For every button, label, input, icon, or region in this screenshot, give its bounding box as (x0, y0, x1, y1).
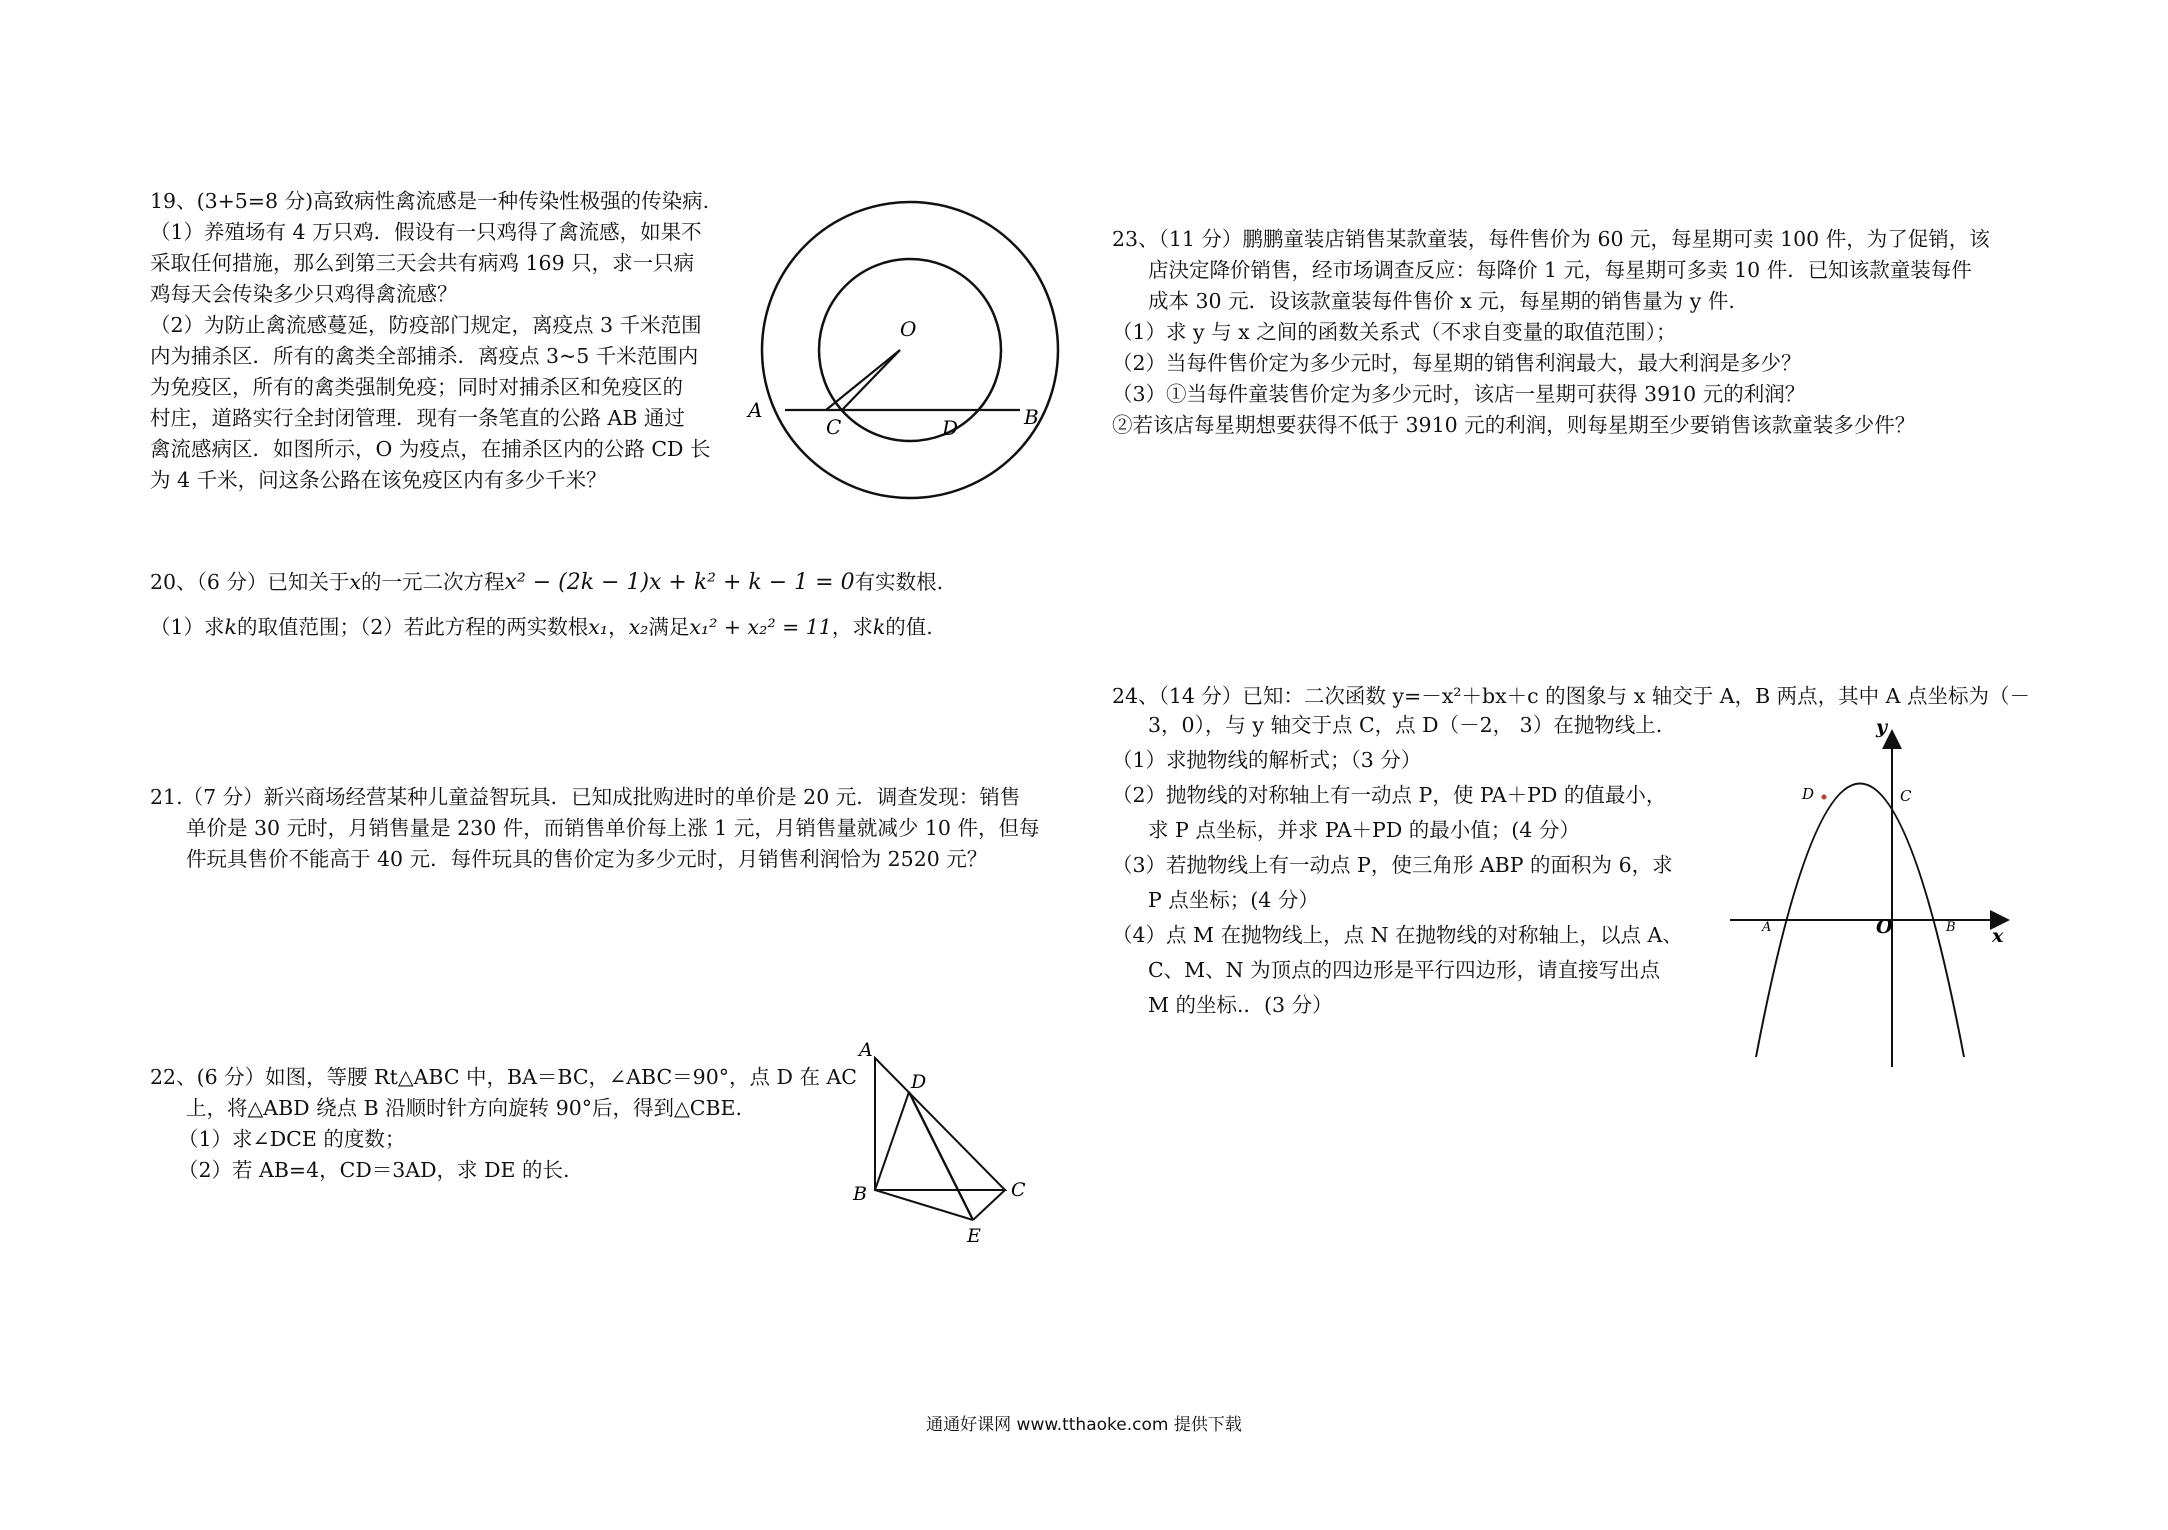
inner-circle (819, 259, 1001, 441)
q24-line: （1）求抛物线的解析式；（3 分） (1112, 748, 1422, 772)
segment-oc-2 (826, 350, 900, 410)
segment-de (909, 1092, 973, 1220)
segment-be (875, 1190, 973, 1220)
label-c: C (826, 415, 842, 439)
q24-line: （3）若抛物线上有一动点 P，使三角形 ABP 的面积为 6，求 (1112, 853, 1673, 877)
q20-sep: ， (608, 615, 629, 639)
q19-circle-figure (740, 200, 1060, 500)
q22-line: 上，将△ABD 绕点 B 沿顺时针方向旋转 90°后，得到△CBE. (186, 1096, 743, 1120)
q22-line: （2）若 AB=4，CD＝3AD，求 DE 的长. (178, 1158, 570, 1182)
q20-text: 的值. (885, 615, 933, 639)
label-c: C (1011, 1179, 1026, 1201)
q21-line: 件玩具售价不能高于 40 元．每件玩具的售价定为多少元时，月销售利润恰为 2520 元？ (186, 847, 988, 871)
segment-ce (973, 1190, 1005, 1220)
point-d (1822, 795, 1827, 800)
page-footer: 通通好课网 www.tthaoke.com 提供下载 (926, 1415, 1242, 1435)
q24-line: P 点坐标；(4 分） (1148, 888, 1319, 912)
q24-line: （2）抛物线的对称轴上有一动点 P，使 PA＋PD 的值最小， (1112, 783, 1667, 807)
q24-line: 求 P 点坐标，并求 PA＋PD 的最小值；(4 分） (1148, 818, 1580, 842)
equation: x² − (2k − 1)x + k² + k − 1 = 0 (504, 570, 855, 595)
q24-line: 3，0），与 y 轴交于点 C，点 D（－2， 3）在抛物线上. (1148, 713, 1663, 737)
var-x1: x₁ (588, 615, 609, 639)
q20-text: ，求 (831, 615, 873, 639)
q19-line: 鸡每天会传染多少只鸡得禽流感？ (150, 282, 458, 306)
q23-line: 23、（11 分）鹏鹏童装店销售某款童装，每件售价为 60 元，每星期可卖 100 件，为了促销，该 (1112, 227, 1990, 251)
label-b: B (1024, 405, 1039, 429)
triangle-abc (875, 1058, 1005, 1190)
label-a: A (859, 1040, 873, 1061)
var-k: k (224, 615, 237, 639)
var-x: x (349, 570, 361, 594)
q19-line: 为 4 千米，问这条公路在该免疫区内有多少千米？ (150, 468, 607, 492)
label-d: D (911, 1071, 927, 1093)
label-y: y (1876, 716, 1888, 738)
q23-line: （2）当每件售价定为多少元时，每星期的销售利润最大，最大利润是多少？ (1112, 351, 1802, 375)
q23-line: 成本 30 元．设该款童装每件售价 x 元，每星期的销售量为 y 件. (1148, 289, 1735, 313)
q24-line: C、M、N 为顶点的四边形是平行四边形，请直接写出点 (1148, 958, 1661, 982)
q19-line: （2）为防止禽流感蔓延，防疫部门规定，离疫点 3 千米范围 (150, 313, 702, 337)
label-b: B (1946, 920, 1956, 935)
condition: x₁² + x₂² = 11 (689, 615, 832, 639)
q19-line: 禽流感病区．如图所示，O 为疫点，在捕杀区内的公路 CD 长 (150, 437, 711, 461)
q19-line: （1）养殖场有 4 万只鸡．假设有一只鸡得了禽流感，如果不 (150, 220, 702, 244)
q20-line-2 (150, 605, 943, 649)
segment-bd (875, 1092, 909, 1190)
q23-line: （3）①当每件童装售价定为多少元时，该店一星期可获得 3910 元的利润？ (1112, 382, 1806, 406)
question-21-text (150, 782, 1039, 875)
q23-line: ②若该店每星期想要获得不低于 3910 元的利润，则每星期至少要销售该款童装多少件？ (1112, 413, 1916, 437)
q22-line: 22、(6 分）如图，等腰 Rt△ABC 中，BA＝BC，∠ABC＝90°，点 D 在 AC (150, 1065, 857, 1089)
label-e: E (967, 1225, 981, 1247)
q23-line: 店決定降价销售，经市场调查反应：每降价 1 元，每星期可多卖 10 件．已知该款童装每件 (1148, 258, 1972, 282)
q20-text: （1）求 (150, 615, 225, 639)
q19-line: 为免疫区，所有的禽类强制免疫；同时对捕杀区和免疫区的 (150, 375, 683, 399)
label-a: A (748, 398, 763, 422)
label-c: C (1900, 787, 1912, 805)
segment-oc-1 (842, 350, 900, 410)
label-o: O (900, 317, 917, 341)
q20-line-1 (150, 560, 943, 605)
question-23-text (1112, 224, 1990, 441)
q21-line: 单价是 30 元时，月销售量是 230 件，而销售单价每上涨 1 元，月销售量就减少 10 件，但每 (186, 816, 1040, 840)
label-b: B (853, 1183, 867, 1205)
label-a: A (1762, 920, 1772, 935)
q19-line: 采取任何措施，那么到第三天会共有病鸡 169 只，求一只病 (150, 251, 695, 275)
var-k: k (872, 615, 886, 639)
label-x: x (1992, 925, 2004, 947)
question-22-text (150, 1062, 857, 1186)
q19-line: 内为捕杀区．所有的禽类全部捕杀．离疫点 3~5 千米范围内 (150, 344, 699, 368)
q19-line: 19、(3+5=8 分)高致病性禽流感是一种传染性极强的传染病. (150, 189, 710, 213)
q24-line: M 的坐标.．(3 分） (1148, 993, 1333, 1017)
q22-line: （1）求∠DCE 的度数； (178, 1127, 406, 1151)
var-x2: x₂ (628, 615, 649, 639)
q24-line: （4）点 M 在抛物线上，点 N 在抛物线的对称轴上，以点 A、 (1112, 923, 1683, 947)
q20-text: 的取值范围；（2）若此方程的两实数根 (236, 615, 589, 639)
q20-text: 有实数根. (854, 570, 944, 594)
label-o: O (1876, 916, 1893, 938)
question-20-text (150, 560, 943, 649)
q21-line: 21.（7 分）新兴商场经营某种儿童益智玩具．已知成批购进时的单价是 20 元．调查发现：销售 (150, 785, 1021, 809)
q20-text: 的一元二次方程 (360, 570, 505, 594)
q22-triangle-figure (845, 1040, 1045, 1250)
q24-parabola-figure (1720, 715, 2020, 1075)
label-d: D (1802, 785, 1815, 803)
q20-text: 满足 (648, 615, 690, 639)
label-d: D (942, 416, 959, 440)
outer-circle (762, 202, 1058, 498)
question-19-text (150, 186, 710, 496)
q23-line: （1）求 y 与 x 之间的函数关系式（不求自变量的取值范围）； (1112, 320, 1677, 344)
q24-line: 24、（14 分）已知：二次函数 y=－x²＋bx＋c 的图象与 x 轴交于 A，B 两点，其中 A 点坐标为（－ (1112, 684, 2031, 708)
q20-intro: 20、（6 分）已知关于 (150, 570, 350, 594)
q19-line: 村庄，道路实行全封闭管理．现有一条笔直的公路 AB 通过 (150, 406, 685, 430)
